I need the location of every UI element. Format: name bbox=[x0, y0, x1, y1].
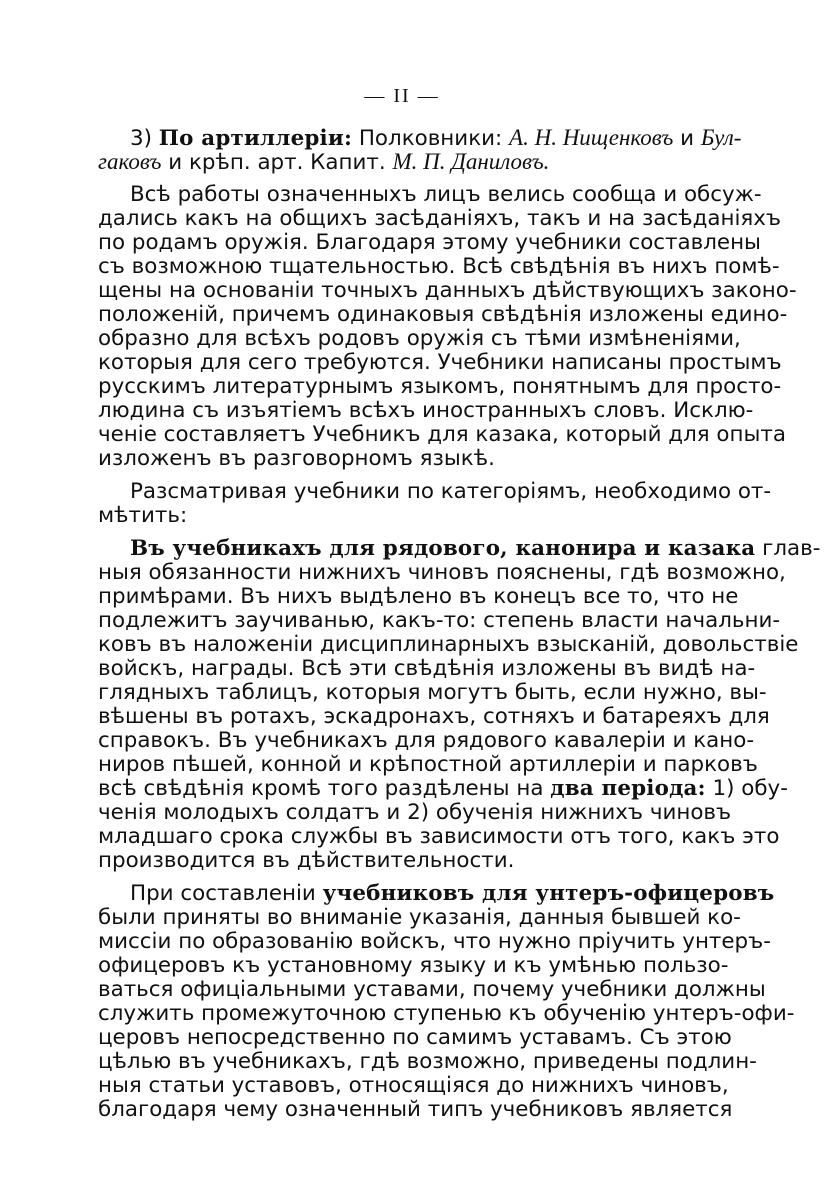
text-line bbox=[98, 374, 782, 399]
text-line bbox=[98, 278, 797, 303]
document-page bbox=[98, 82, 821, 1122]
text-line bbox=[98, 254, 780, 279]
text-line bbox=[98, 1097, 733, 1122]
text-line bbox=[98, 206, 782, 231]
text-line bbox=[98, 608, 781, 633]
text-line bbox=[98, 905, 741, 930]
paragraph bbox=[98, 881, 795, 1122]
text-line bbox=[98, 953, 729, 978]
text-run: изложенъ въ разговорномъ языкѣ. bbox=[98, 446, 495, 471]
text-run: подлежитъ заучиванью, какъ-то: степень власти начальни- bbox=[98, 608, 781, 633]
text-run: При составленіи bbox=[130, 881, 323, 906]
text-line bbox=[98, 704, 770, 729]
text-run: глядныхъ таблицъ, которыя могутъ быть, если нужно, вы- bbox=[98, 680, 767, 705]
text-line bbox=[98, 504, 706, 528]
text-run: русскимъ литературнымъ языкомъ, понятнымъ для просто- bbox=[98, 374, 782, 399]
text-run: ченія молодыхъ солдатъ и 2) обученія нижнихъ чиновъ bbox=[98, 800, 732, 825]
paragraph bbox=[98, 479, 772, 528]
text-run: ваться офиціальными уставами, почему учебники должны bbox=[98, 977, 766, 1002]
text-line bbox=[98, 302, 788, 327]
text-line bbox=[98, 398, 754, 423]
text-line bbox=[98, 929, 771, 954]
text-run: церовъ непосредственно по самимъ уставамъ. Съ этою bbox=[98, 1025, 732, 1050]
italic-name: М. П. Даниловъ. bbox=[392, 149, 550, 174]
bold-text: два періода: bbox=[550, 776, 706, 801]
text-run: Всѣ работы означенныхъ лицъ велись сообща и обсуж- bbox=[130, 182, 762, 207]
text-line bbox=[98, 1049, 757, 1074]
text-run: и bbox=[673, 126, 701, 151]
text-line bbox=[98, 447, 706, 471]
text-line bbox=[98, 632, 799, 657]
text-line bbox=[98, 824, 780, 849]
text-run: миссіи по образованію войскъ, что нужно пріучить унтеръ- bbox=[98, 929, 771, 954]
text-run: Разсматривая учебники по категоріямъ, необходимо от- bbox=[130, 479, 772, 504]
text-run: ченіе составляетъ Учебникъ для казака, который для опыта bbox=[98, 422, 786, 447]
text-run: Полковники: bbox=[352, 126, 510, 151]
document-body bbox=[98, 125, 821, 1122]
text-run: справокъ. Въ учебникахъ для рядового кавалеріи и кано- bbox=[98, 728, 755, 753]
italic-name: А. Н. Нищенковъ bbox=[509, 125, 674, 150]
text-line bbox=[98, 536, 821, 561]
text-line bbox=[98, 125, 742, 151]
text-line bbox=[98, 326, 741, 351]
text-run: ковъ въ наложеніи дисциплинарныхъ взысканій, довольствіе bbox=[98, 632, 799, 657]
text-line bbox=[98, 776, 788, 801]
text-run: людина съ изъятіемъ всѣхъ иностранныхъ словъ. Исклю- bbox=[98, 398, 754, 423]
text-run: по родамъ оружія. Благодаря этому учебники составлены bbox=[98, 230, 761, 255]
page-number: — II — bbox=[364, 85, 440, 107]
text-run: и крѣп. арт. Капит. bbox=[161, 150, 393, 175]
text-line bbox=[98, 680, 767, 705]
text-line bbox=[98, 977, 766, 1002]
text-run: вѣшены въ ротахъ, эскадронахъ, сотняхъ и батареяхъ для bbox=[98, 704, 770, 729]
text-line bbox=[98, 422, 786, 447]
text-run: производится въ дѣйствительности. bbox=[98, 848, 515, 873]
text-run: ниров пѣшей, конной и крѣпостной артиллеріи и парковъ bbox=[98, 752, 758, 777]
text-run: всѣ свѣдѣнія кромѣ того раздѣлены на bbox=[98, 776, 551, 801]
text-line bbox=[98, 150, 706, 174]
text-line bbox=[98, 849, 706, 873]
text-run: 3) bbox=[130, 126, 159, 151]
text-run: ныя обязанности нижнихъ чиновъ пояснены, гдѣ возможно, bbox=[98, 560, 786, 585]
text-run: глав- bbox=[755, 536, 821, 561]
text-run: образно для всѣхъ родовъ оружія съ тѣми измѣненіями, bbox=[98, 326, 741, 351]
text-run: ныя статьи уставовъ, относящіяся до нижнихъ чиновъ, bbox=[98, 1073, 729, 1098]
text-run: 1) обу- bbox=[705, 776, 788, 801]
italic-name: гаковъ bbox=[98, 149, 162, 174]
text-line bbox=[98, 728, 755, 753]
paragraph bbox=[98, 125, 742, 175]
text-line bbox=[98, 1001, 795, 1026]
bold-text: Въ учебникахъ для рядового, канонира и казака bbox=[130, 536, 756, 561]
text-line bbox=[98, 584, 739, 609]
text-line bbox=[98, 1073, 729, 1098]
text-run: положеній, причемъ одинаковыя свѣдѣнія изложены едино- bbox=[98, 302, 788, 327]
text-line bbox=[98, 350, 782, 375]
paragraph bbox=[98, 536, 821, 873]
text-run: которыя для сего требуются. Учебники написаны простымъ bbox=[98, 350, 782, 375]
text-run: щены на основаніи точныхъ данныхъ дѣйствующихъ законо- bbox=[98, 278, 797, 303]
bold-text: По артиллеріи: bbox=[158, 126, 353, 151]
text-line bbox=[98, 230, 761, 255]
text-run: дались какъ на общихъ засѣданіяхъ, такъ и на засѣданіяхъ bbox=[98, 206, 782, 231]
text-run: съ возможною тщательностью. Всѣ свѣдѣнія въ нихъ помѣ- bbox=[98, 254, 780, 279]
text-line bbox=[98, 752, 758, 777]
text-run: служить промежуточною ступенью къ обученію унтеръ-офи- bbox=[98, 1001, 795, 1026]
text-run: младшаго срока службы въ зависимости отъ того, какъ это bbox=[98, 824, 780, 849]
text-run: мѣтить: bbox=[98, 503, 188, 528]
text-line bbox=[98, 1025, 732, 1050]
text-line bbox=[98, 182, 762, 207]
italic-name: Бул- bbox=[700, 125, 742, 150]
text-run: войскъ, награды. Всѣ эти свѣдѣнія изложены въ видѣ на- bbox=[98, 656, 756, 681]
bold-text: учебниковъ для унтеръ-офицеровъ bbox=[322, 881, 775, 906]
text-run: примѣрами. Въ нихъ выдѣлено въ конецъ все то, что не bbox=[98, 584, 739, 609]
text-line bbox=[98, 560, 786, 585]
text-line bbox=[98, 479, 772, 504]
text-line bbox=[98, 881, 775, 906]
text-line bbox=[98, 800, 732, 825]
text-run: благодаря чему означенный типъ учебниковъ является bbox=[98, 1097, 733, 1122]
text-run: цѣлью въ учебникахъ, гдѣ возможно, приведены подлин- bbox=[98, 1049, 757, 1074]
text-run: офицеровъ къ установному языку и къ умѣнью пользо- bbox=[98, 953, 729, 978]
text-line bbox=[98, 656, 756, 681]
text-run: были приняты во вниманіе указанія, данныя бывшей ко- bbox=[98, 905, 741, 930]
paragraph bbox=[98, 182, 797, 471]
